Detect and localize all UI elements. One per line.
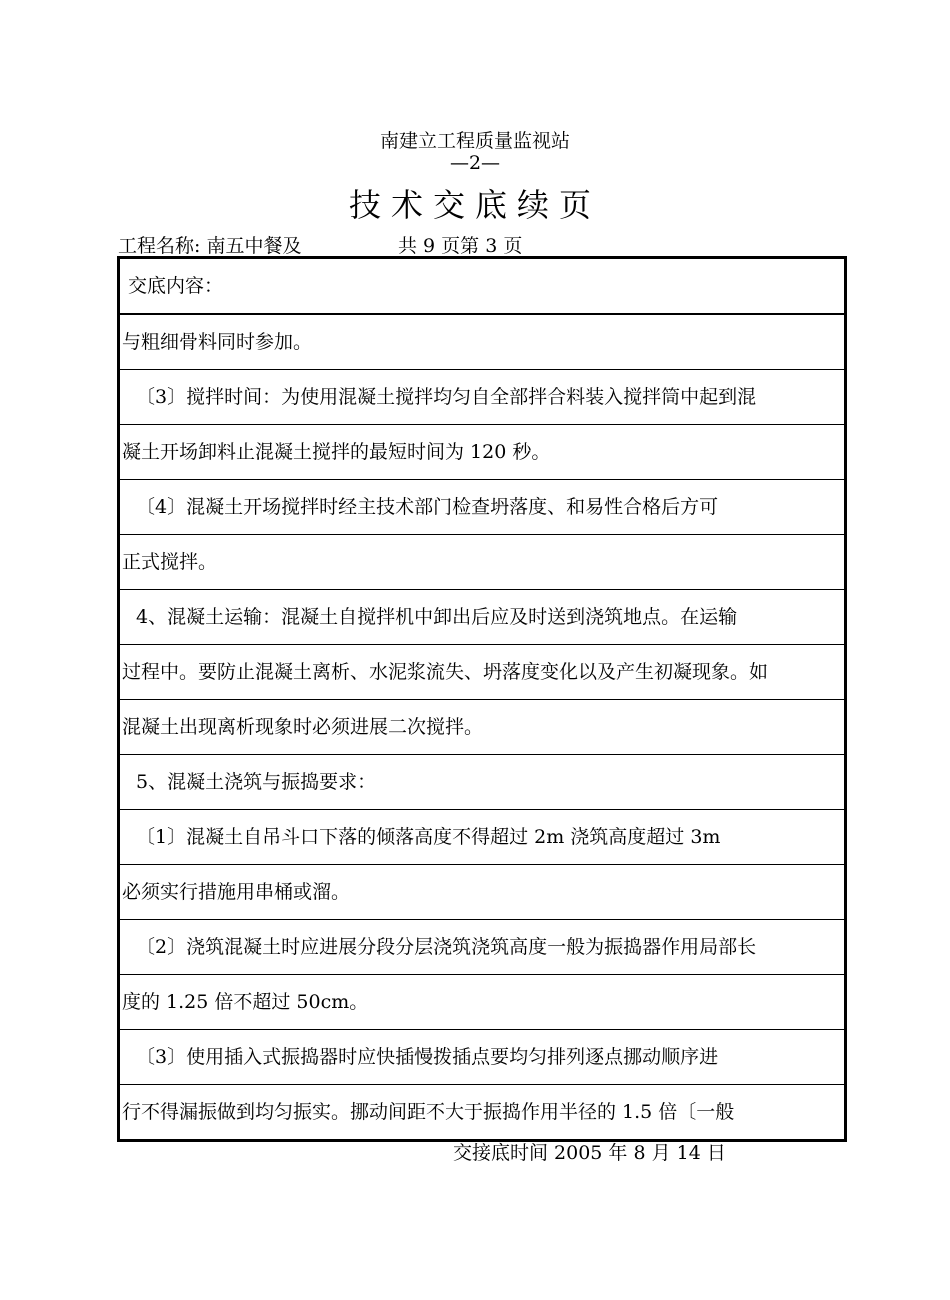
table-row (119, 975, 846, 1030)
table-row (119, 810, 846, 865)
content-line: 正式搅拌。 (119, 535, 846, 590)
handover-time: 交接底时间 2005 年 8 月 14 日 (453, 1142, 726, 1164)
table-row (119, 1030, 846, 1085)
table-row (119, 480, 846, 535)
table-row (119, 314, 846, 370)
content-line: 5、混凝土浇筑与振捣要求： (119, 755, 846, 810)
table-row (119, 865, 846, 920)
content-line: 与粗细骨料同时参加。 (119, 314, 846, 370)
content-header: 交底内容： (119, 258, 846, 315)
table-row (119, 370, 846, 425)
content-line: 混凝土出现离析现象时必须进展二次搅拌。 (119, 700, 846, 755)
content-line: 〔3〕搅拌时间：为使用混凝土搅拌均匀自全部拌合料装入搅拌筒中起到混 (119, 370, 846, 425)
page-marker: —2— (449, 152, 501, 174)
table-header-row (119, 258, 846, 315)
content-line: 凝土开场卸料止混凝土搅拌的最短时间为 120 秒。 (119, 425, 846, 480)
content-line: 〔1〕混凝土自吊斗口下落的倾落高度不得超过 2m 浇筑高度超过 3m (119, 810, 846, 865)
content-line: 4、混凝土运输：混凝土自搅拌机中卸出后应及时送到浇筑地点。在运输 (119, 590, 846, 645)
table-row (119, 645, 846, 700)
table-row (119, 755, 846, 810)
content-line: 行不得漏振做到均匀振实。挪动间距不大于振捣作用半径的 1.5 倍〔一般 (119, 1085, 846, 1141)
content-line: 〔4〕混凝土开场搅拌时经主技术部门检查坍落度、和易性合格后方可 (119, 480, 846, 535)
organization-name: 南建立工程质量监视站 (379, 130, 570, 152)
page-count: 共 9 页第 3 页 (398, 235, 523, 257)
content-table (117, 256, 847, 1142)
table-row (119, 425, 846, 480)
table-row (119, 920, 846, 975)
content-line: 过程中。要防止混凝土离析、水泥浆流失、坍落度变化以及产生初凝现象。如 (119, 645, 846, 700)
document-title: 技术交底续页 (348, 186, 601, 224)
table-row (119, 535, 846, 590)
meta-line (118, 231, 523, 258)
table-row (119, 590, 846, 645)
content-line: 〔3〕使用插入式振捣器时应快插慢拨插点要均匀排列逐点挪动顺序进 (119, 1030, 846, 1085)
content-line: 〔2〕浇筑混凝土时应进展分段分层浇筑浇筑高度一般为振捣器作用局部长 (119, 920, 846, 975)
table-row (119, 700, 846, 755)
content-line: 度的 1.25 倍不超过 50cm。 (119, 975, 846, 1030)
table-row (119, 1085, 846, 1141)
content-line: 必须实行措施用串桶或溜。 (119, 865, 846, 920)
project-name: 工程名称: 南五中餐及 (118, 235, 302, 257)
